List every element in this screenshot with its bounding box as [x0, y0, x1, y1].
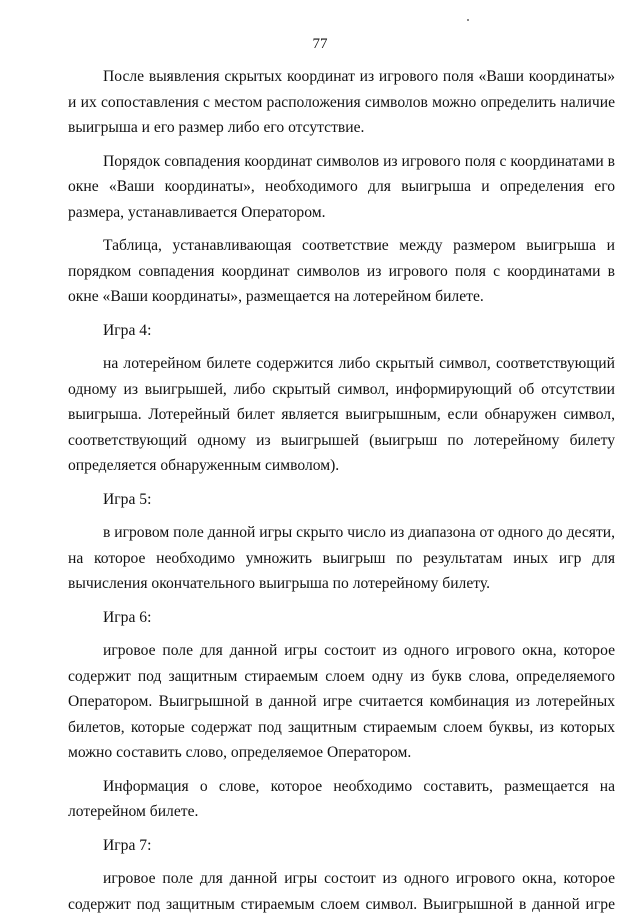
- game-5-description: в игровом поле данной игры скрыто число из диапазона от одного до десяти, на которое необходимо умножить выигрыш по результатам иных игр для вычисления окончательного выигрыша по лотерейному билету.: [68, 524, 615, 592]
- game-4-description: на лотерейном билете содержится либо скрытый символ, соответствующий одному из выигрышей, либо скрытый символ, информирующий об отсутствии выигрыша. Лотерейный билет является выигрышным, если обнаружен символ, соответствующий одному из выигрышей (выигрыш по лотерейному билету определяется обнаруженным символом).: [68, 355, 615, 474]
- paragraph-coordinates-result: После выявления скрытых координат из игрового поля «Ваши координаты» и их сопоставления с местом расположения символов можно определить наличие выигрыша и его размер либо его отсутствие.: [68, 68, 615, 136]
- game-5-heading: Игра 5:: [103, 490, 152, 508]
- game-7-heading: Игра 7:: [103, 836, 152, 854]
- paragraph-coordinates-order: Порядок совпадения координат символов из игрового поля с координатами в окне «Ваши координаты», необходимого для выигрыша и определения его размера, устанавливается Оператором.: [68, 152, 615, 221]
- game-7-description: игровое поле для данной игры состоит из одного игрового окна, которое содержит под защитным стираемым слоем символ. Выигрышной в данной игре: [68, 870, 615, 913]
- game-6-description: игровое поле для данной игры состоит из одного игрового окна, которое содержит под защитным стираемым слоем одну из букв слова, определяемого Оператором. Выигрышной в данной игре считается комбинация из лотерейных билетов, которые содержат под защитным стираемым слоем буквы, из которых можно составить слово, определяемое Оператором.: [68, 642, 615, 761]
- game-4-heading: Игра 4:: [103, 321, 152, 339]
- paragraph-prize-table: Таблица, устанавливающая соответствие между размером выигрыша и порядком совпадения координат символов из игрового поля с координатами в окне «Ваши координаты», размещается на лотерейном билете.: [68, 237, 615, 305]
- game-6-word-info: Информация о слове, которое необходимо составить, размещается на лотерейном билете.: [68, 777, 615, 820]
- game-6-heading: Игра 6:: [103, 608, 152, 626]
- page-number: 77: [312, 36, 328, 52]
- scan-speck: [467, 19, 469, 21]
- page-body: [68, 64, 615, 917]
